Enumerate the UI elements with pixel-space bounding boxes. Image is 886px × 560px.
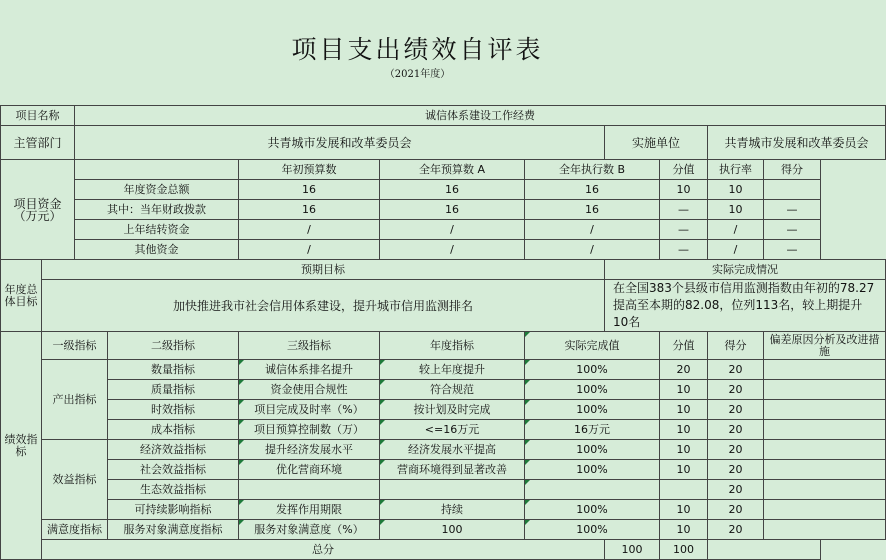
total-label: 总分: [42, 540, 605, 560]
indicator-target: 经济发展水平提高: [380, 440, 525, 460]
funds-cell: —: [660, 240, 708, 260]
indicator-target: 100: [380, 520, 525, 540]
funds-row: [1, 240, 886, 260]
indicator-deviation: [764, 440, 886, 460]
indicator-level2: 社会效益指标: [108, 460, 239, 480]
indicator-header-cell: 实际完成值: [525, 332, 660, 360]
indicator-score: 10: [660, 420, 708, 440]
funds-row: [1, 200, 886, 220]
funds-header-cell: 全年预算数 A: [380, 160, 525, 180]
indicator-target: 按计划及时完成: [380, 400, 525, 420]
indicator-target: 符合规范: [380, 380, 525, 400]
department-value: 共青城市发展和改革委员会: [75, 126, 605, 160]
indicator-score: 10: [660, 500, 708, 520]
funds-cell: /: [708, 220, 764, 240]
actual-status-label: 实际完成情况: [605, 260, 886, 280]
indicator-level1: 效益指标: [42, 440, 108, 520]
funds-cell: 10: [708, 180, 764, 200]
indicator-got: 20: [708, 440, 764, 460]
indicator-actual: 100%: [525, 380, 660, 400]
evaluation-table: [0, 105, 886, 560]
indicator-level2: 数量指标: [108, 360, 239, 380]
indicator-target: <=16万元: [380, 420, 525, 440]
funds-cell: —: [764, 220, 821, 240]
indicator-got: 20: [708, 520, 764, 540]
indicator-score: 20: [660, 360, 708, 380]
goals-label: 年度总体目标: [1, 260, 42, 332]
funds-row: [1, 180, 886, 200]
funds-label: 项目资金（万元）: [1, 160, 75, 260]
funds-cell: 16: [239, 180, 380, 200]
indicator-actual: [525, 480, 660, 500]
indicator-target: 较上年度提升: [380, 360, 525, 380]
funds-header-blank: [75, 160, 239, 180]
indicator-target: 营商环境得到显著改善: [380, 460, 525, 480]
indicator-row: [1, 480, 886, 500]
goals-section: [1, 260, 886, 332]
funds-header-cell: 全年执行数 B: [525, 160, 660, 180]
indicator-got: 20: [708, 360, 764, 380]
indicator-level3: 诚信体系排名提升: [239, 360, 380, 380]
indicator-score: 10: [660, 520, 708, 540]
indicator-target: 持续: [380, 500, 525, 520]
funds-cell: /: [380, 220, 525, 240]
funds-cell: 10: [708, 200, 764, 220]
indicator-row: [1, 400, 886, 420]
indicator-level3: 发挥作用期限: [239, 500, 380, 520]
funds-header-cell: 分值: [660, 160, 708, 180]
indicator-score: 10: [660, 400, 708, 420]
funds-cell: 10: [660, 180, 708, 200]
basic-info: [1, 106, 886, 160]
indicator-score: 10: [660, 440, 708, 460]
indicator-header-cell: 三级指标: [239, 332, 380, 360]
funds-cell: 16: [525, 200, 660, 220]
funds-cell: —: [660, 220, 708, 240]
funds-cell: /: [708, 240, 764, 260]
funds-header-cell: 执行率: [708, 160, 764, 180]
indicator-got: 20: [708, 480, 764, 500]
indicator-header-cell: 年度指标: [380, 332, 525, 360]
funds-cell: /: [525, 240, 660, 260]
total-got: 100: [660, 540, 708, 560]
indicator-level2: 可持续影响指标: [108, 500, 239, 520]
page-title: 项目支出绩效自评表: [291, 35, 544, 64]
funds-cell: /: [380, 240, 525, 260]
indicator-row: [1, 460, 886, 480]
department-label: 主管部门: [1, 126, 75, 160]
indicator-score: 10: [660, 460, 708, 480]
indicator-level2: 生态效益指标: [108, 480, 239, 500]
indicator-row: [1, 380, 886, 400]
indicator-got: 20: [708, 380, 764, 400]
indicator-level2: 服务对象满意度指标: [108, 520, 239, 540]
indicator-level3: 项目预算控制数（万）: [239, 420, 380, 440]
unit-value: 共青城市发展和改革委员会: [708, 126, 886, 160]
indicator-score: [660, 480, 708, 500]
indicator-row: [1, 360, 886, 380]
indicator-level2: 时效指标: [108, 400, 239, 420]
indicator-deviation: [764, 380, 886, 400]
indicator-actual: 100%: [525, 520, 660, 540]
indicator-deviation: [764, 420, 886, 440]
indicator-actual: 100%: [525, 500, 660, 520]
indicator-row: [1, 500, 886, 520]
funds-header-cell: 年初预算数: [239, 160, 380, 180]
indicator-got: 20: [708, 400, 764, 420]
indicator-target: [380, 480, 525, 500]
funds-row-label: 上年结转资金: [75, 220, 239, 240]
indicator-level2: 经济效益指标: [108, 440, 239, 460]
expected-goal-label: 预期目标: [42, 260, 605, 280]
funds-cell: 16: [380, 200, 525, 220]
funds-cell: 16: [239, 200, 380, 220]
funds-row-label: 年度资金总额: [75, 180, 239, 200]
indicator-deviation: [764, 460, 886, 480]
indicator-deviation: [764, 500, 886, 520]
page-subtitle: （2021年度）: [384, 69, 451, 80]
funds-section: [1, 160, 886, 260]
indicator-header-cell: 偏差原因分析及改进措施: [764, 332, 886, 360]
indicator-level3: 服务对象满意度（%）: [239, 520, 380, 540]
indicator-level3: 资金使用合规性: [239, 380, 380, 400]
indicator-header-cell: 得分: [708, 332, 764, 360]
funds-cell: 16: [380, 180, 525, 200]
indicator-header-cell: 一级指标: [42, 332, 108, 360]
project-name: 诚信体系建设工作经费: [75, 106, 886, 126]
indicators-label: 绩效指标: [1, 332, 42, 560]
indicator-row: [1, 520, 886, 540]
funds-cell: 16: [525, 180, 660, 200]
indicator-level3: [239, 480, 380, 500]
total-blank: [708, 540, 821, 560]
indicator-actual: 100%: [525, 440, 660, 460]
indicator-level1: 产出指标: [42, 360, 108, 440]
funds-cell: —: [764, 200, 821, 220]
total-score: 100: [605, 540, 660, 560]
indicator-row: [1, 440, 886, 460]
indicator-actual: 16万元: [525, 420, 660, 440]
indicator-deviation: [764, 400, 886, 420]
funds-row-label: 其他资金: [75, 240, 239, 260]
indicator-deviation: [764, 360, 886, 380]
unit-label: 实施单位: [605, 126, 708, 160]
funds-cell: /: [239, 240, 380, 260]
indicator-got: 20: [708, 420, 764, 440]
indicator-score: 10: [660, 380, 708, 400]
indicator-actual: 100%: [525, 400, 660, 420]
indicator-level3: 提升经济发展水平: [239, 440, 380, 460]
funds-cell: [764, 180, 821, 200]
indicator-level1: 满意度指标: [42, 520, 108, 540]
indicator-actual: 100%: [525, 460, 660, 480]
indicators-section: [1, 332, 886, 560]
expected-goal: 加快推进我市社会信用体系建设，提升城市信用监测排名: [42, 280, 605, 332]
actual-status: 在全国383个县级市信用监测指数由年初的78.27提高至本期的82.08，位列113名，较上期提升10名: [605, 280, 886, 332]
funds-row-label: 其中：当年财政拨款: [75, 200, 239, 220]
indicator-actual: 100%: [525, 360, 660, 380]
indicator-level3: 项目完成及时率（%）: [239, 400, 380, 420]
funds-cell: /: [239, 220, 380, 240]
project-name-label: 项目名称: [1, 106, 75, 126]
indicator-got: 20: [708, 500, 764, 520]
indicator-level2: 成本指标: [108, 420, 239, 440]
funds-cell: —: [764, 240, 821, 260]
indicator-header-cell: 二级指标: [108, 332, 239, 360]
indicator-row: [1, 420, 886, 440]
indicator-level3: 优化营商环境: [239, 460, 380, 480]
funds-header-cell: 得分: [764, 160, 821, 180]
total-row: [1, 540, 886, 560]
funds-row: [1, 220, 886, 240]
indicator-deviation: [764, 480, 886, 500]
funds-cell: /: [525, 220, 660, 240]
indicator-level2: 质量指标: [108, 380, 239, 400]
indicator-deviation: [764, 520, 886, 540]
indicator-got: 20: [708, 460, 764, 480]
funds-cell: —: [660, 200, 708, 220]
indicator-header-cell: 分值: [660, 332, 708, 360]
